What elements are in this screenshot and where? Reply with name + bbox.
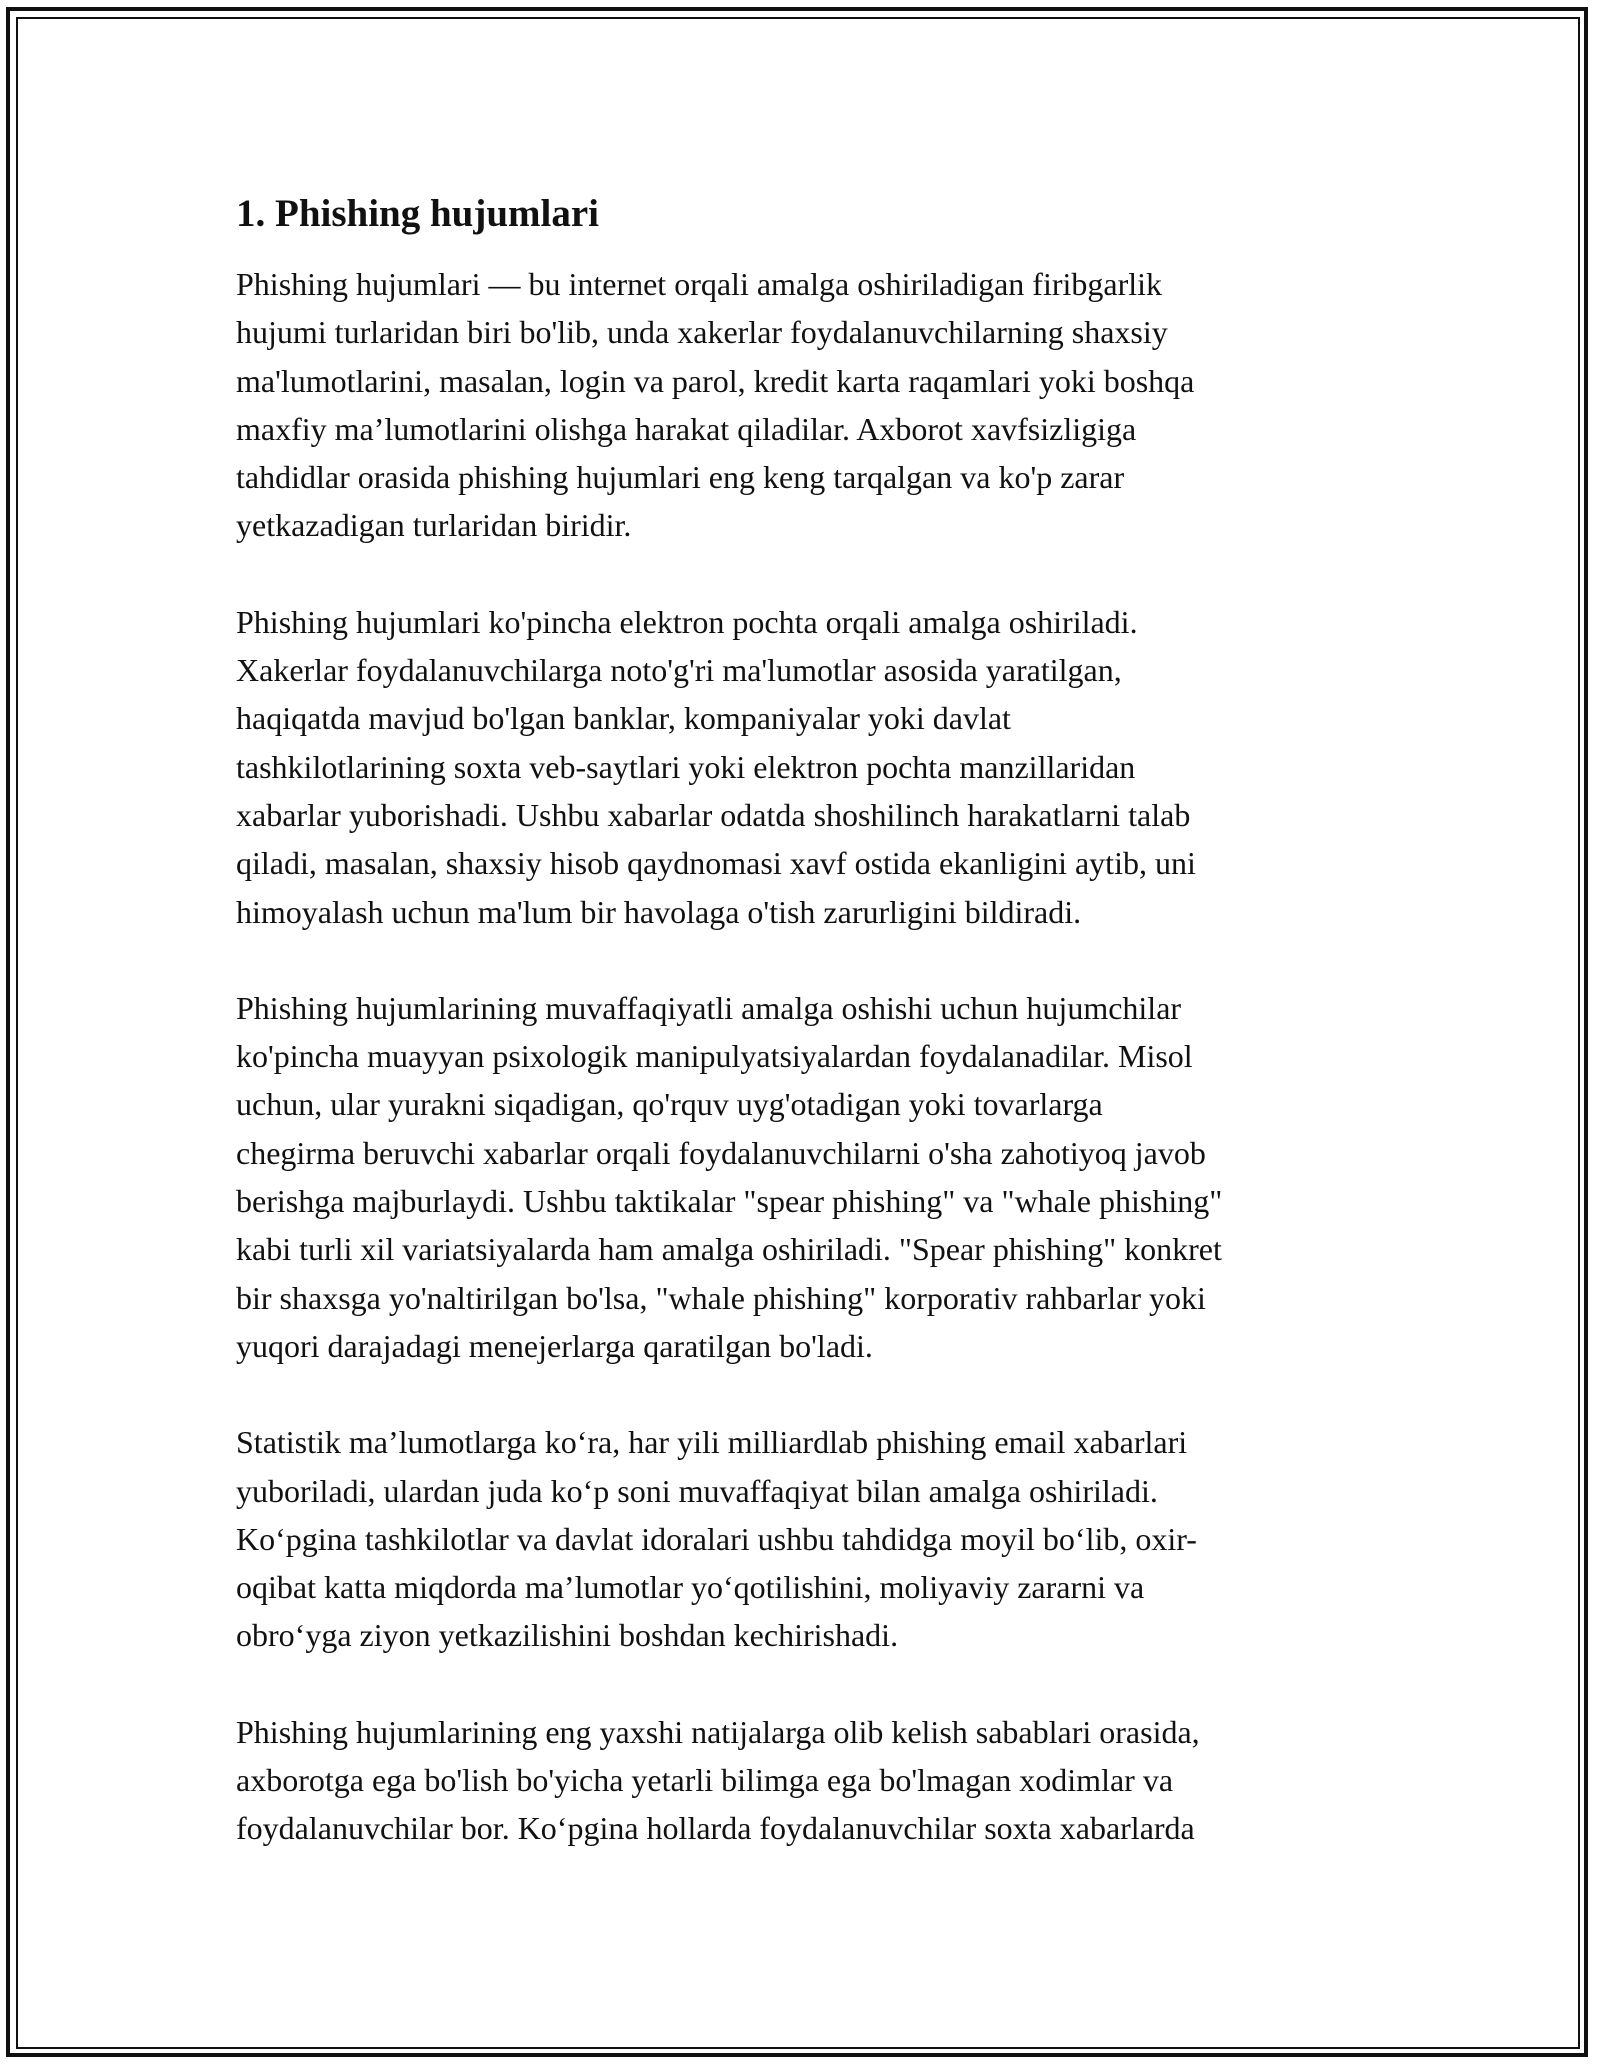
- paragraph-email-delivery: Phishing hujumlari ko'pincha elektron pochta orqali amalga oshiriladi. Xakerlar foydalanuvchilarga noto'g'ri ma'lumotlar asosida yaratilgan, haqiqatda mavjud bo'lgan banklar, kompaniyalar yoki davlat tashkilotlarining soxta veb-saytlari yoki elektron pochta manzillaridan xabarlar yuborishadi. Ushbu xabarlar odatda shoshilinch harakatlarni talab qiladi, masalan, shaxsiy hisob qaydnomasi xavf ostida ekanligini aytib, uni himoyalash uchun ma'lum bir havolaga o'tish zarurligini bildiradi.: [236, 603, 1196, 930]
- paragraph-statistics: Statistik ma’lumotlarga ko‘ra, har yili milliardlab phishing email xabarlari yuboriladi, ulardan juda ko‘p soni muvaffaqiyat bilan amalga oshiriladi. Ko‘pgina tashkilotlar va davlat idoralari ushbu tahdidga moyil bo‘lib, oxir- oqibat katta miqdorda ma’lumotlar yo‘qotilishini, moliyaviy zararni va obro‘yga ziyon yetkazilishini boshdan kechirishadi.: [236, 1424, 1197, 1654]
- document-body: [236, 186, 1386, 1901]
- paragraph-causes: Phishing hujumlarining eng yaxshi natijalarga olib kelish sabablari orasida, axborotga ega bo'lish bo'yicha yetarli bilimga ega bo'lmagan xodimlar va foydalanuvchilar bor. Ko‘pgina hollarda foydalanuvchilar soxta xabarlarda: [236, 1713, 1200, 1847]
- section-heading: 1. Phishing hujumlari: [236, 192, 600, 235]
- paragraph-psychological-manipulation: Phishing hujumlarining muvaffaqiyatli amalga oshishi uchun hujumchilar ko'pincha muayyan psixologik manipulyatsiyalardan foydalanadilar. Misol uchun, ular yurakni siqadigan, qo'rquv uyg'otadigan yoki tovarlarga chegirma beruvchi xabarlar orqali foydalanuvchilarni o'sha zahotiyoq javob berishga majburlaydi. Ushbu taktikalar "spear phishing" va "whale phishing" kabi turli xil variatsiyalarda ham amalga oshiriladi. "Spear phishing" konkret bir shaxsga yo'naltirilgan bo'lsa, "whale phishing" korporativ rahbarlar yoki yuqori darajadagi menejerlarga qaratilgan bo'ladi.: [236, 989, 1223, 1364]
- paragraph-intro: Phishing hujumlari — bu internet orqali amalga oshiriladigan firibgarlik hujumi turlaridan biri bo'lib, unda xakerlar foydalanuvchilarning shaxsiy ma'lumotlarini, masalan, login va parol, kredit karta raqamlari yoki boshqa maxfiy ma’lumotlarini olishga harakat qiladilar. Axborot xavfsizligiga tahdidlar orasida phishing hujumlari eng keng tarqalgan va ko'p zarar yetkazadigan turlaridan biridir.: [236, 266, 1195, 544]
